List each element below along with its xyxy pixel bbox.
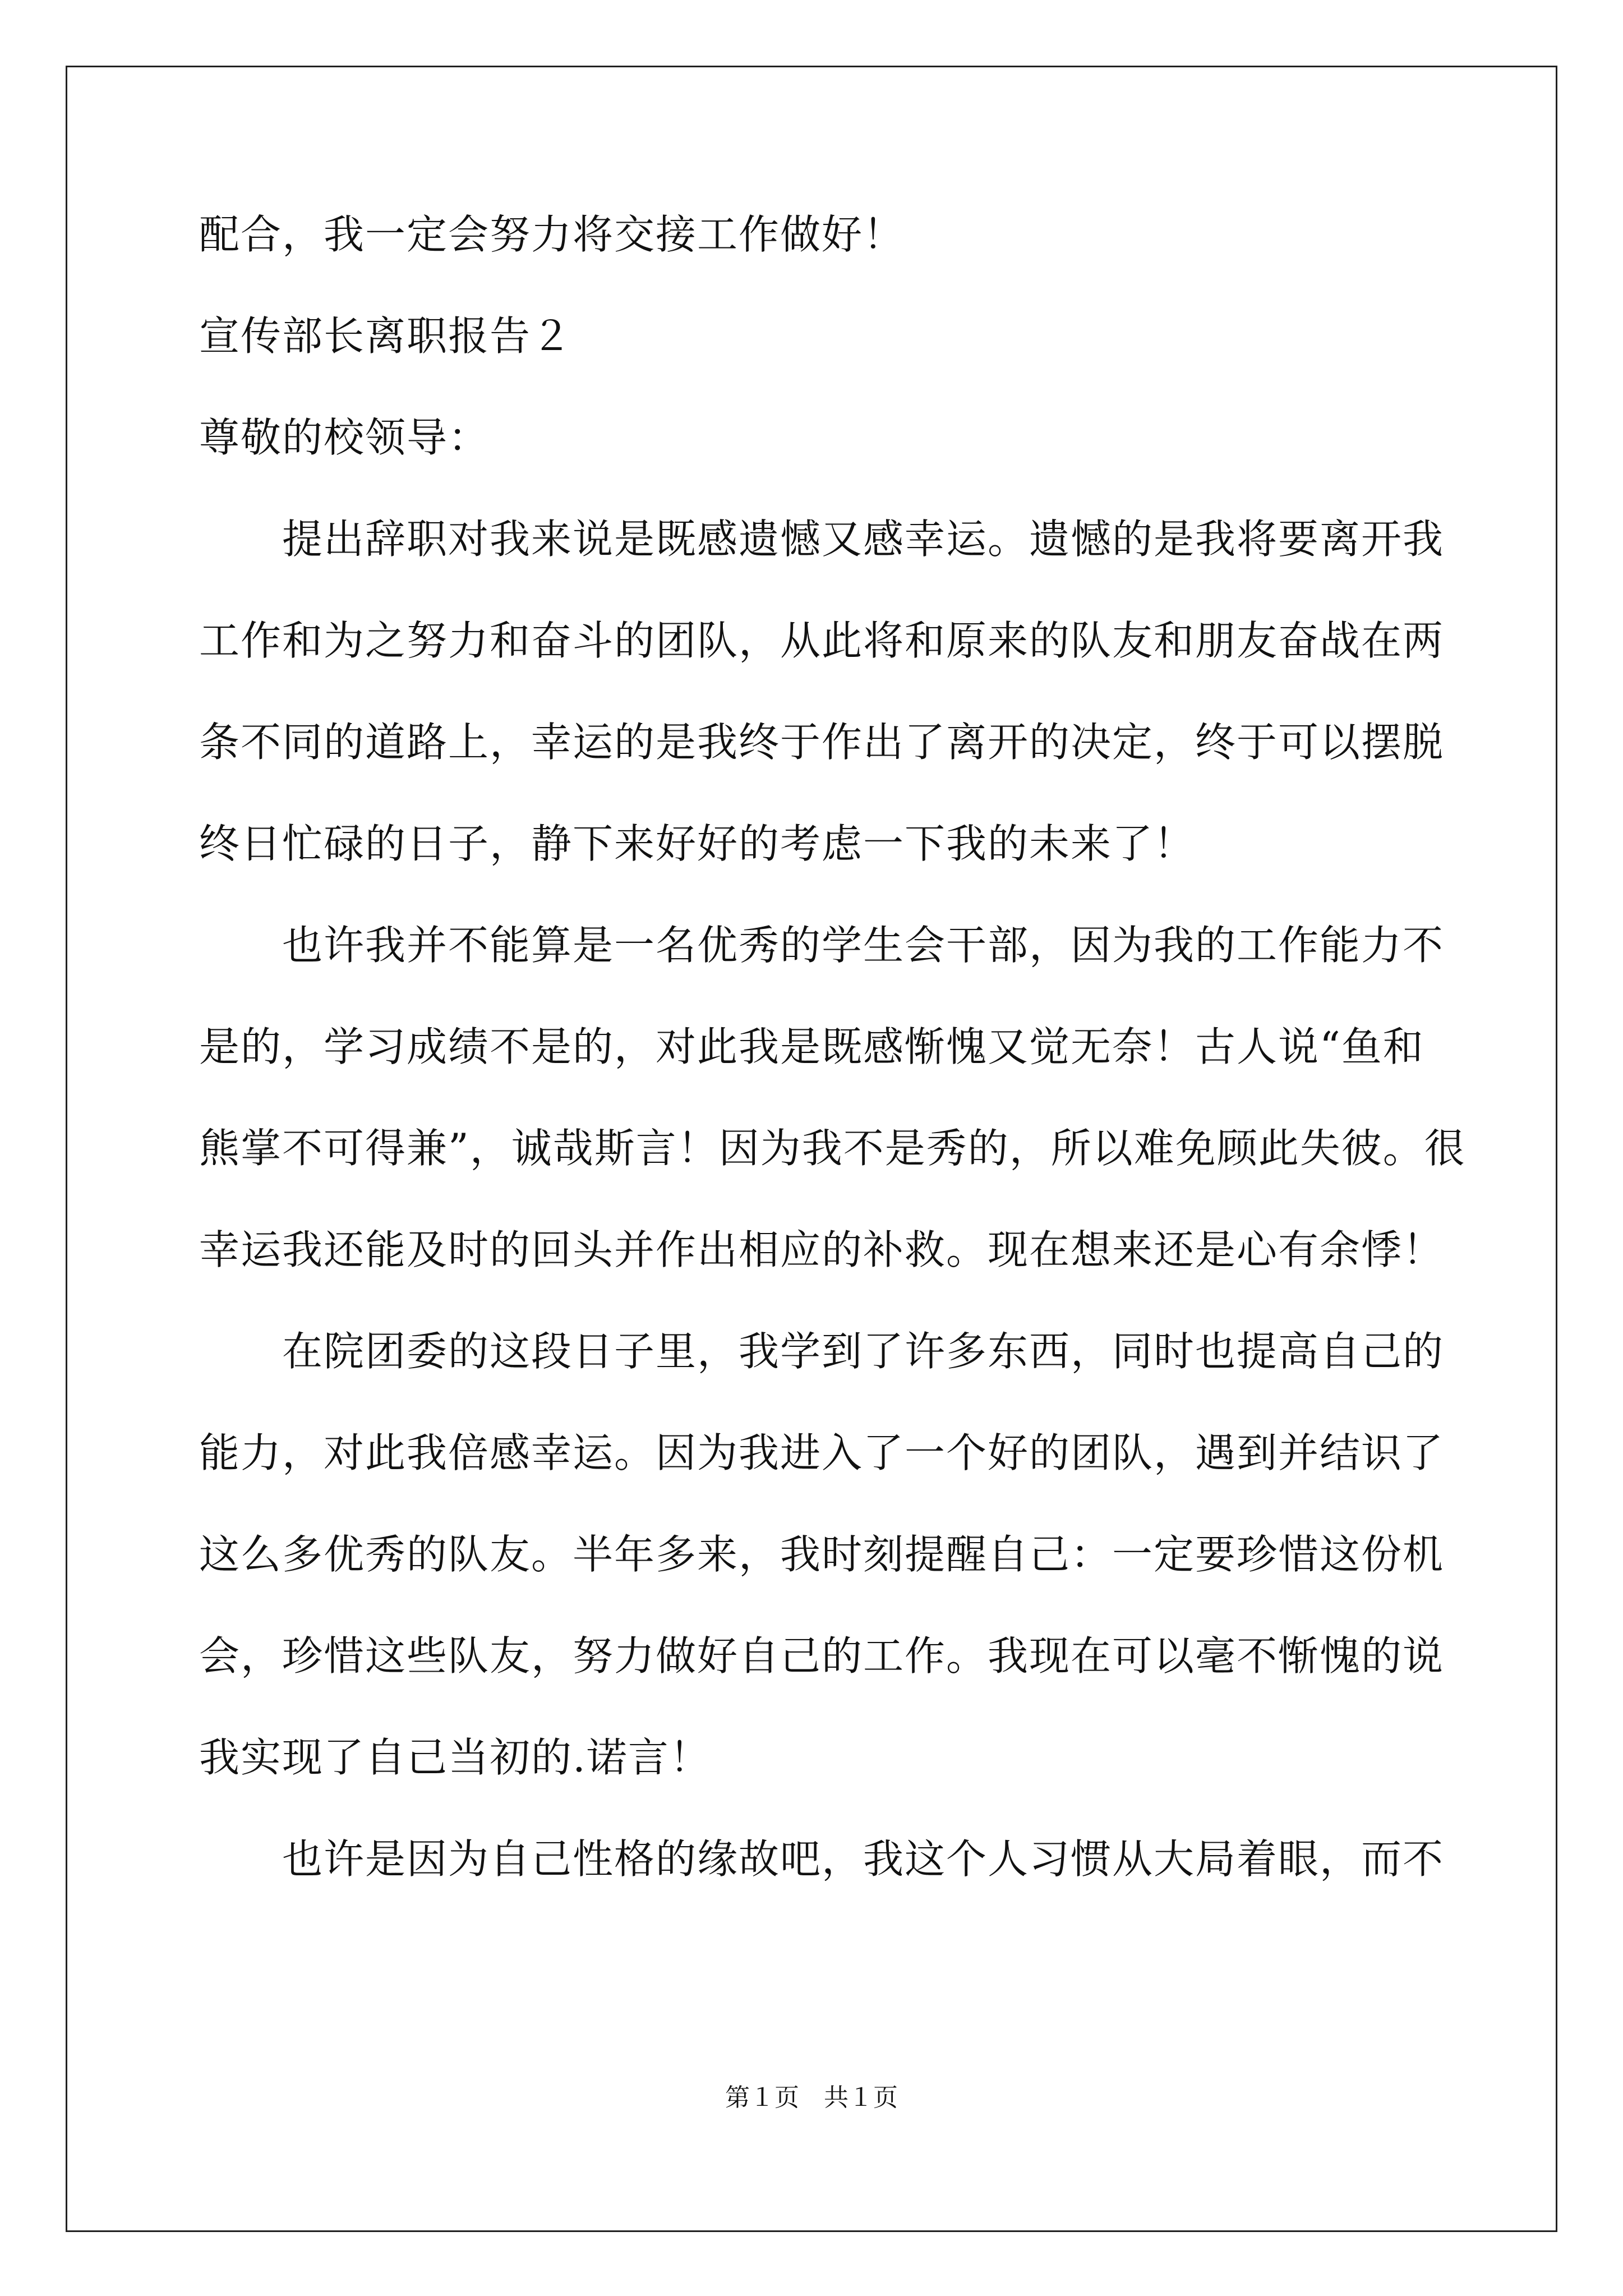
text-line: 幸运我还能及时的回头并作出相应的补救。现在想来还是心有余悸！	[199, 1226, 1445, 1273]
text-line: 是的，学习成绩不是的，对此我是既感惭愧又觉无奈！古人说“鱼和	[199, 1023, 1424, 1070]
text-line: 配合，我一定会努力将交接工作做好！	[199, 211, 905, 258]
text-line: 终日忙碌的日子，静下来好好的考虑一下我的未来了！	[199, 820, 1196, 867]
text-line: 这么多优秀的队友。半年多来，我时刻提醒自己：一定要珍惜这份机	[199, 1531, 1445, 1578]
salutation: 尊敬的校领导：	[199, 414, 490, 461]
text-line: 能力，对此我倍感幸运。因为我进入了一个好的团队，遇到并结识了	[199, 1429, 1445, 1476]
page-footer: 第１页 共１页	[725, 2083, 898, 2112]
text-line: 条不同的道路上，幸运的是我终于作出了离开的决定，终于可以摆脱	[199, 719, 1445, 766]
text-line: 熊掌不可得兼”，诚哉斯言！因为我不是秀的，所以难免顾此失彼。很	[199, 1125, 1466, 1172]
text-line: 我实现了自己当初的.诺言！	[199, 1734, 711, 1781]
text-line: 也许是因为自己性格的缘故吧，我这个人习惯从大局着眼，而不	[282, 1835, 1445, 1883]
text-line: 也许我并不能算是一名优秀的学生会干部，因为我的工作能力不	[282, 922, 1445, 969]
text-line: 工作和为之努力和奋斗的团队，从此将和原来的队友和朋友奋战在两	[199, 617, 1445, 664]
text-line: 提出辞职对我来说是既感遗憾又感幸运。遗憾的是我将要离开我	[282, 516, 1445, 563]
text-line: 在院团委的这段日子里，我学到了许多东西，同时也提高自己的	[282, 1328, 1445, 1375]
section-title: 宣传部长离职报告２	[199, 312, 573, 360]
text-line: 会，珍惜这些队友，努力做好自己的工作。我现在可以毫不惭愧的说	[199, 1632, 1445, 1680]
